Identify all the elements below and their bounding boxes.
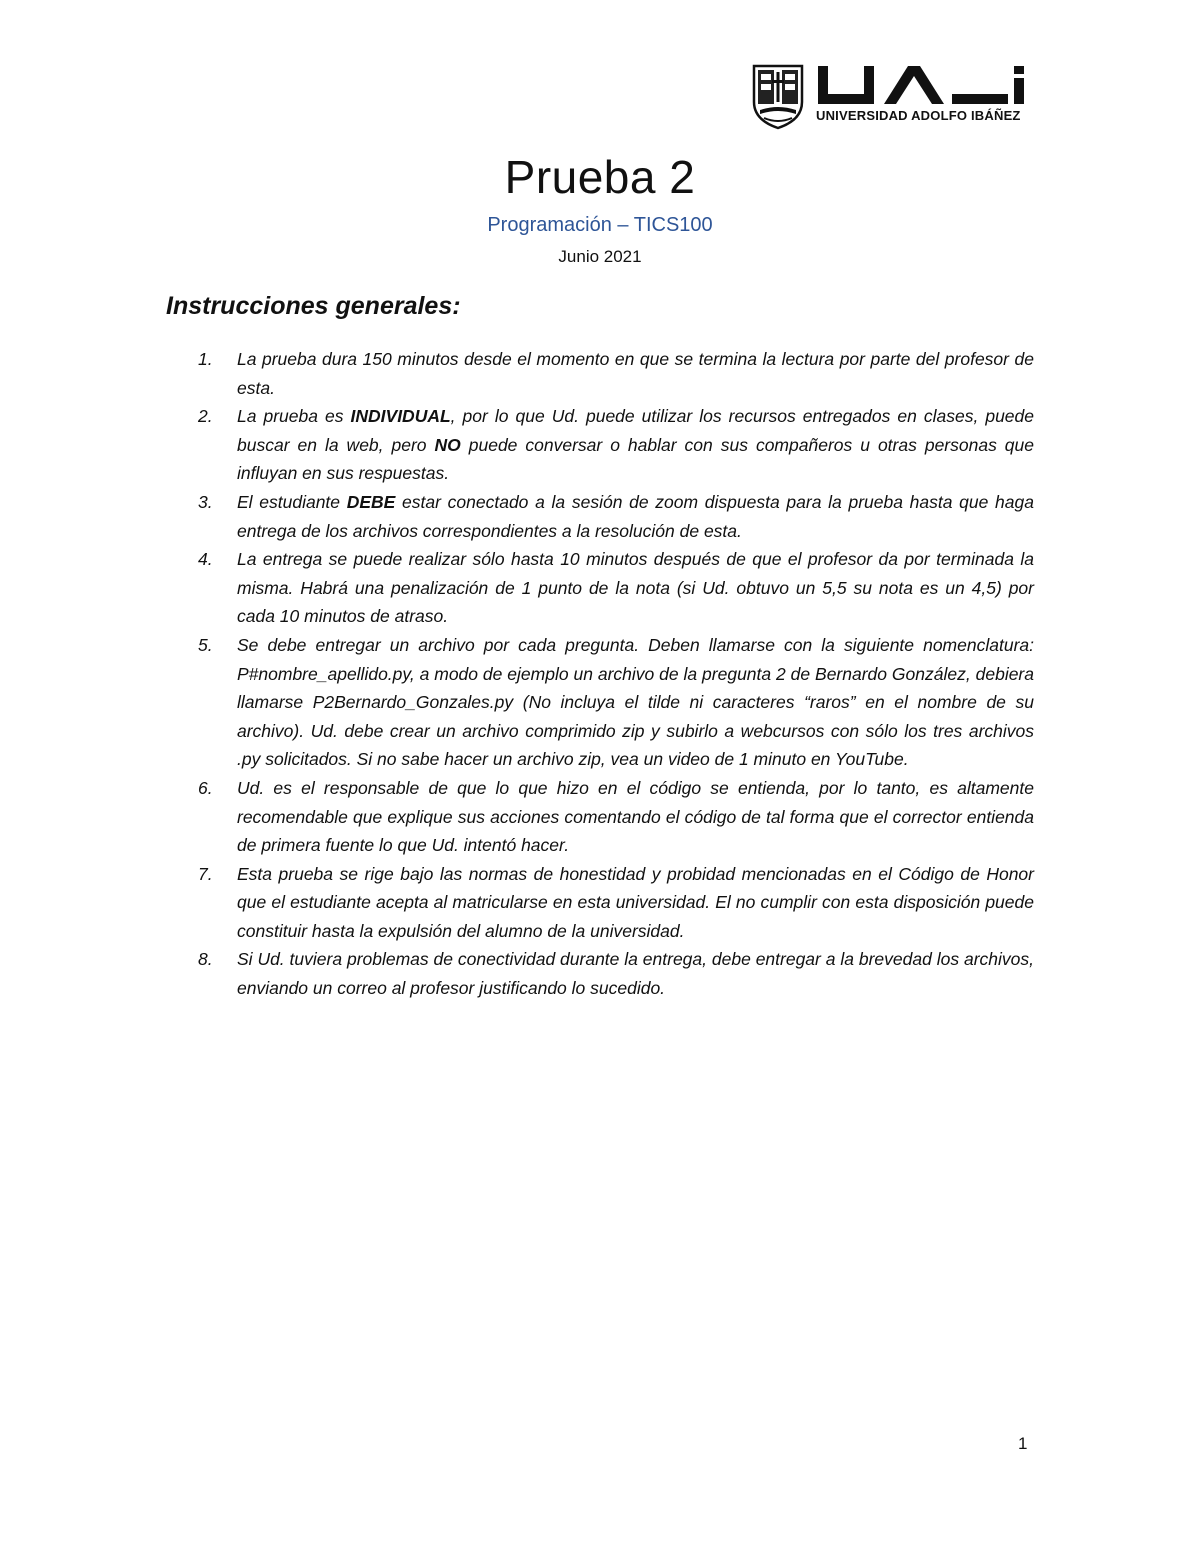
instruction-number: 8. [198,949,213,970]
instruction-number: 6. [198,777,213,798]
instruction-text: puede conversar o hablar con sus compañeros u otras personas que influyan en sus respuestas. [237,434,1035,484]
page-number: 1 [1018,1434,1028,1453]
instruction-text: La prueba dura 150 minutos desde el momento en que se termina la lectura por parte del profesor de esta. [237,349,1034,398]
course-subtitle: Programación – TICS100 [487,214,713,236]
instruction-number: 5. [198,634,213,655]
instruction-text: Esta prueba se rige bajo las normas de honestidad y probidad mencionadas en el Código de Honor que el estudiante acepta al matricularse en esta universidad. El no cumplir con esta disposición puede constituir hasta la expulsión del alumno de la universidad. [237,863,1034,941]
instruction-item [198,945,1034,1002]
instruction-number: 7. [198,863,213,884]
instruction-number: 4. [198,549,213,570]
instruction-number: 3. [198,491,213,512]
instruction-number: 2. [198,406,213,427]
university-name: UNIVERSIDAD ADOLFO IBÁÑEZ [816,108,1021,123]
instructions-heading: Instrucciones generales: [166,292,461,320]
instruction-text: , por lo que Ud. puede utilizar los recursos entregados en clases, puede buscar en la web, pero [237,406,1035,455]
instruction-emphasis: INDIVIDUAL [350,406,451,427]
instruction-item [198,345,1034,402]
instruction-item [198,860,1034,946]
instruction-item [198,545,1034,631]
instructions-list [198,345,1034,1003]
instruction-text: La entrega se puede realizar sólo hasta 10 minutos después de que el profesor da por terminada la misma. Habrá una penalización de 1 punto de la nota (si Ud. obtuvo un 5,5 su nota es un 4,5) por cada 10 minutos de atraso. [237,549,1034,627]
instruction-text: Se debe entregar un archivo por cada pregunta. Deben llamarse con la siguiente nomenclatura: P#nombre_apellido.py, a modo de ejemplo un archivo de la pregunta 2 de Bernardo González, debiera llamarse P2Bernardo_Gonzales.py (No incluya el tilde ni caracteres “raros” en el nombre de su archivo). Ud. debe crear un archivo comprimido zip y subirlo a webcursos con sólo los tres archivos .py solicitados. Si no sabe hacer un archivo zip, vea un video de 1 minuto en YouTube. [237,634,1034,770]
exam-date: Junio 2021 [558,247,642,266]
instruction-number: 1. [198,349,213,369]
instruction-item [198,631,1034,774]
instruction-emphasis: NO [434,434,461,455]
instruction-item [198,774,1034,860]
uai-wordmark-icon [816,66,1030,106]
page-title: Prueba 2 [504,151,696,203]
instruction-text: El estudiante [237,491,347,512]
instruction-text: Si Ud. tuviera problemas de conectividad durante la entrega, debe entregar a la brevedad los archivos, enviando un correo al profesor justificando lo sucedido. [237,949,1034,999]
instruction-emphasis: DEBE [346,491,396,512]
instruction-text: La prueba es [237,406,351,427]
instruction-item [198,488,1034,545]
university-crest-icon [752,64,804,130]
instruction-item [198,402,1034,488]
university-logo [752,64,1032,134]
instruction-text: estar conectado a la sesión de zoom dispuesta para la prueba hasta que haga entrega de los archivos correspondientes a la resolución de esta. [237,491,1034,541]
instruction-text: Ud. es el responsable de que lo que hizo en el código se entienda, por lo tanto, es altamente recomendable que explique sus acciones comentando el código de tal forma que el corrector entienda de primera fuente lo que Ud. intentó hacer. [237,777,1034,856]
